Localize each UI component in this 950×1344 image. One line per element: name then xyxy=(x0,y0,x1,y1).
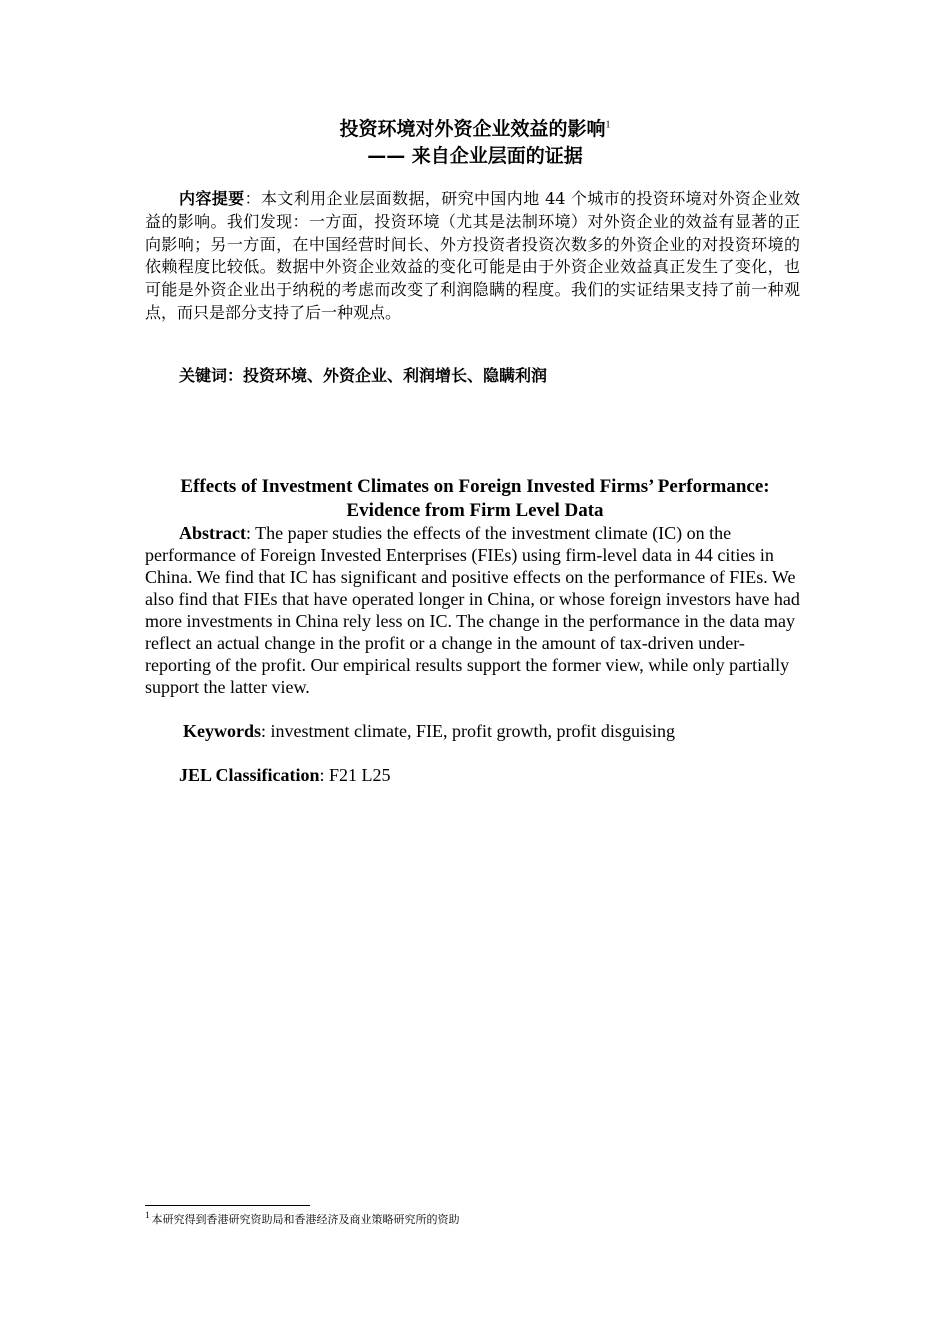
jel-classification xyxy=(179,764,391,786)
jel-classification-text: : F21 L25 xyxy=(319,765,391,785)
english-keywords-text: : investment climate, FIE, profit growth, profit disguising xyxy=(261,721,675,741)
footnote-text: 本研究得到香港研究资助局和香港经济及商业策略研究所的资助 xyxy=(151,1213,460,1226)
jel-classification-label: JEL Classification xyxy=(179,765,320,785)
chinese-title-text: 投资环境对外资企业效益的影响 xyxy=(339,118,606,140)
chinese-abstract-label: 内容提要 xyxy=(179,189,245,208)
chinese-title xyxy=(145,116,805,143)
chinese-subtitle: —— 来自企业层面的证据 xyxy=(367,145,583,167)
chinese-abstract-text: ：本文利用企业层面数据，研究中国内地 44 个城市的投资环境对外资企业效益的影响。我们发现：一方面，投资环境（尤其是法制环境）对外资企业的效益有显著的正向影响；另一方面，在中国经营时间长、外方投资者投资次数多的外资企业的对投资环境的依赖程度比较低。数据中外资企业效益的变化可能是由于外资企业效益真正发生了变化，也可能是外资企业出于纳税的考虑而改变了利润隐瞒的程度。我们的实证结果支持了前一种观点，而只是部分支持了后一种观点。 xyxy=(145,189,800,322)
chinese-abstract xyxy=(145,188,800,325)
footnote xyxy=(145,1212,460,1228)
english-title-line1: Effects of Investment Climates on Foreign Invested Firms’ Performance: xyxy=(180,476,770,497)
english-keywords xyxy=(183,720,675,742)
english-keywords-label: Keywords xyxy=(183,721,261,741)
chinese-keywords: 关键词：投资环境、外资企业、利润增长、隐瞒利润 xyxy=(179,366,548,385)
english-title-line2: Evidence from Firm Level Data xyxy=(346,500,604,521)
english-abstract xyxy=(145,522,805,698)
footnote-marker: 1 xyxy=(145,1210,150,1221)
footnote-divider xyxy=(145,1205,310,1206)
english-title xyxy=(145,475,805,523)
english-abstract-text: : The paper studies the effects of the investment climate (IC) on the performance of Foreign Invested Enterprises (FIEs) using firm-level data in 44 cities in China. We find that IC has significant and positive effects on the performance of FIEs. We also find that FIEs that have operated longer in China, or whose foreign investors have had more investments in China rely less on IC. The change in the performance in the data may reflect an actual change in the profit or a change in the amount of tax-driven under-reporting of the profit. Our empirical results support the former view, while only partially support the latter view. xyxy=(145,523,800,697)
title-footnote-marker: 1 xyxy=(605,119,611,131)
english-abstract-label: Abstract xyxy=(179,523,246,543)
